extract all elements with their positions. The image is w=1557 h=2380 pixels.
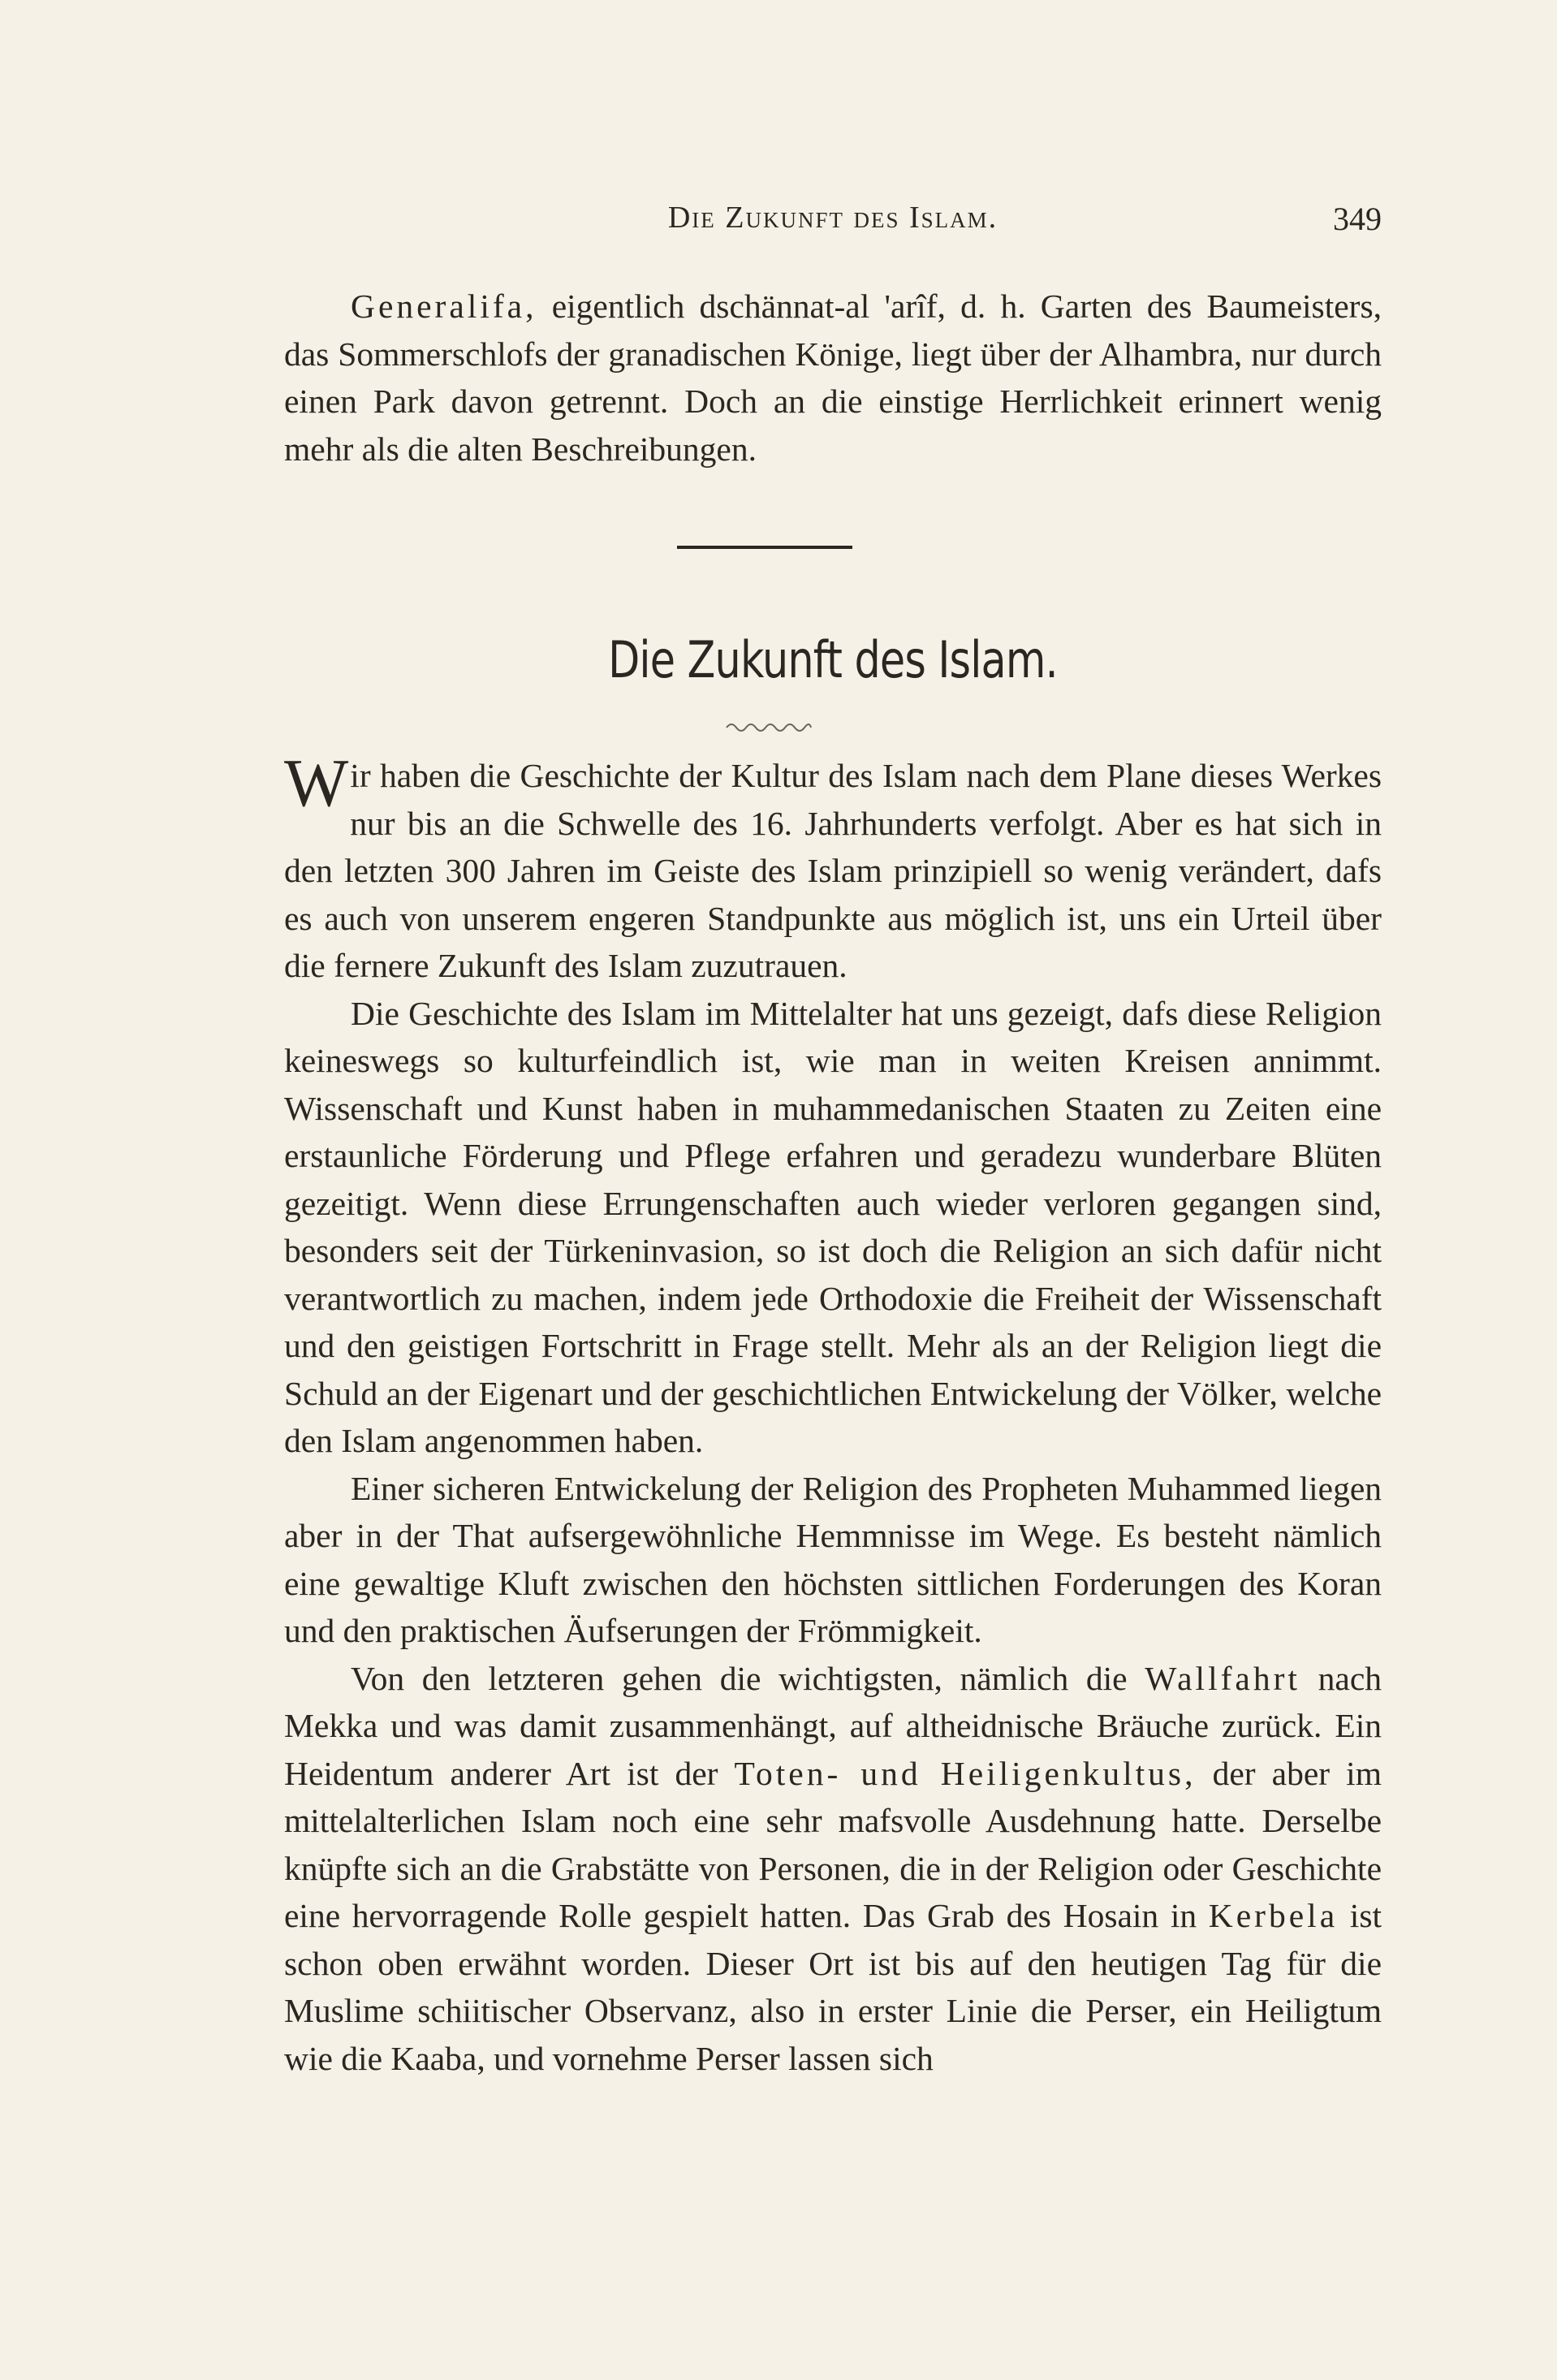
spaced-term: Kerbela	[1208, 1897, 1339, 1934]
section-heading: Die Zukunft des Islam.	[608, 630, 1058, 689]
paragraph-text: nach Mekka und was damit zusammenhängt, auf altheidnische Bräuche zurück. Ein Heidentum anderer Art ist der	[284, 1659, 1382, 1792]
paragraph-text: ir haben die Geschichte der Kultur des Islam nach dem Plane dieses Werkes nur bis an die Schwelle des 16. Jahrhunderts verfolgt. Aber es hat sich in den letzten 300 Jahren im Geiste des Islam prinzipiell so wenig verändert, dafs es auch von unserem engeren Standpunkte aus möglich ist, uns ein Urteil über die fernere Zukunft des Islam zuzutrauen.	[284, 757, 1382, 984]
spaced-term: Generalifa,	[351, 287, 537, 325]
paragraph-4	[284, 1655, 1382, 2083]
running-title: Die Zukunft des Islam.	[667, 201, 998, 235]
drop-cap: W	[284, 745, 349, 821]
continued-paragraph	[284, 283, 1382, 473]
spaced-term: Toten- und Heiligenkultus,	[734, 1754, 1197, 1792]
paragraph-text: der aber im mittelalterlichen Islam noch eine sehr mafsvolle Ausdehnung hatte. Derselbe knüpfte sich an die Grabstätte von Personen, die in der Religion oder Geschichte eine hervorragende Rolle gespielt hatten. Das Grab des Hosain in	[284, 1754, 1382, 1934]
paragraph	[284, 283, 1382, 473]
main-text	[284, 745, 1382, 2082]
paragraph-text: eigentlich dschännat-al 'arîf, d. h. Garten des Baumeisters, das Sommerschlofs der granadischen Könige, liegt über der Alhambra, nur durch einen Park davon getrennt. Doch an die einstige Herrlichkeit erinnert wenig mehr als die alten Beschreibungen.	[284, 287, 1382, 468]
wavy-ornament-icon	[725, 719, 813, 736]
paragraph-2: Die Geschichte des Islam im Mittelalter hat uns gezeigt, dafs diese Religion keineswegs so kulturfeindlich ist, wie man in weiten Kreisen annimmt. Wissenschaft und Kunst haben in muhammedanischen Staaten zu Zeiten eine erstaunliche Förderung und Pflege erfahren und geradezu wunderbare Blüten gezeitigt. Wenn diese Errungenschaften auch wieder verloren gegangen sind, besonders seit der Türkeninvasion, so ist doch die Religion an sich dafür nicht verantwortlich zu machen, indem jede Orthodoxie die Freiheit der Wissenschaft und den geistigen Fortschritt in Frage stellt. Mehr als an der Religion liegt die Schuld an der Eigenart und der geschichtlichen Entwickelung der Völker, welche den Islam angenommen haben.	[284, 994, 1382, 1459]
section-divider-rule	[677, 546, 852, 549]
paragraph-3: Einer sicheren Entwickelung der Religion des Propheten Muhammed liegen aber in der That aufsergewöhnliche Hemmnisse im Wege. Es besteht nämlich eine gewaltige Kluft zwischen den höchsten sittlichen Forderungen des Koran und den praktischen Äufserungen der Frömmigkeit.	[284, 1469, 1382, 1649]
page-number: 349	[1333, 201, 1382, 237]
spaced-term: Wallfahrt	[1145, 1659, 1300, 1697]
paragraph-text: ist schon oben erwähnt worden. Dieser Ort ist bis auf den heutigen Tag für die Muslime schiitischer Observanz, also in erster Linie die Perser, ein Heiligtum wie die Kaaba, und vornehme Perser lassen sich	[284, 1897, 1382, 2077]
paragraph-1	[284, 745, 1382, 990]
paragraph-text: Von den letzteren gehen die wichtigsten, nämlich die	[351, 1659, 1145, 1697]
running-head	[284, 200, 1382, 248]
